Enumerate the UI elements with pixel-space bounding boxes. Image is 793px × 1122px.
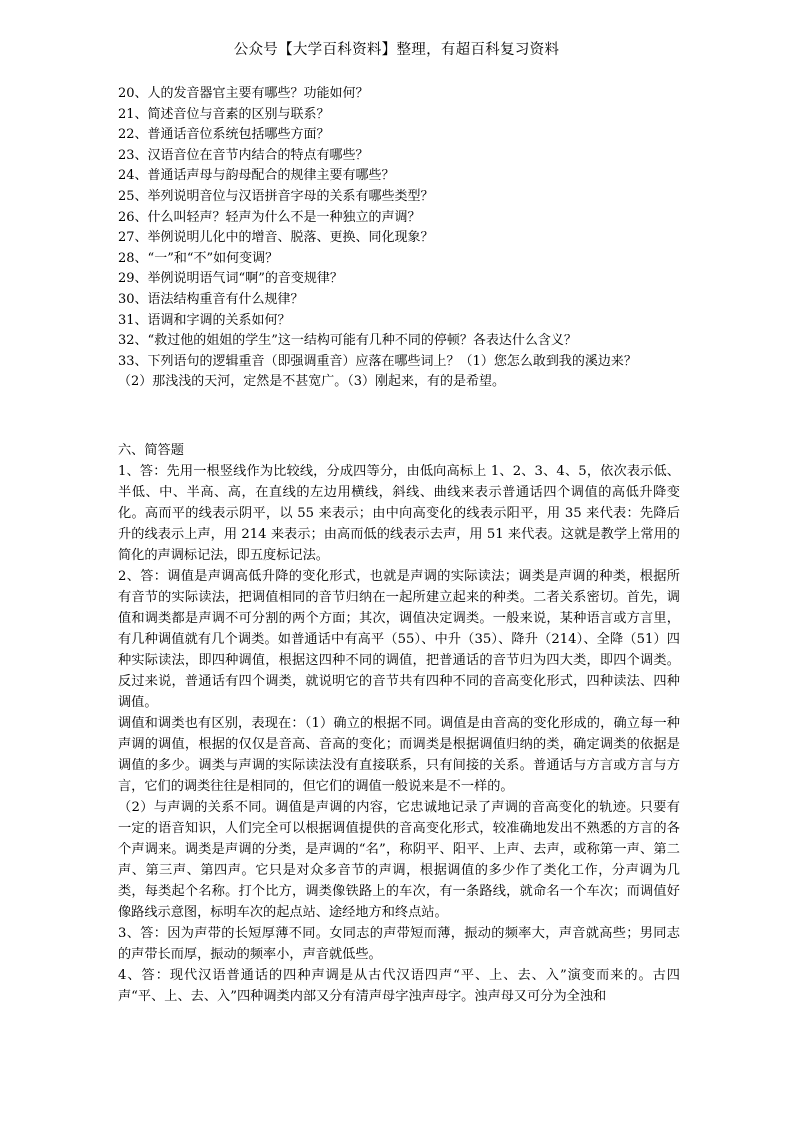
answer-paragraph: （2）与声调的关系不同。调值是声调的内容，它忠诚地记录了声调的音高变化的轨迹。只要有一定的语音知识，人们完全可以根据调值提供的音高变化形式，较准确地发出不熟悉的方言的各个声调来。调类是声调的分类，是声调的“名”，称阴平、阳平、上声、去声，或称第一声、第二声、第三声、第四声。它只是对众多音节的声调，根据调值的多少作了类化工作，分声调为几类，每类起个名称。打个比方，调类像铁路上的车次，有一条路线，就命名一个车次；而调值好像路线示意图，标明车次的起点站、途经地方和终点站。 — [118, 800, 680, 920]
question-item: 32、“救过他的姐姐的学生”这一结构可能有几种不同的停顿？各表达什么含义？ — [118, 333, 577, 349]
question-item: 25、举列说明音位与汉语拼音字母的关系有哪些类型？ — [118, 188, 434, 204]
question-list — [118, 84, 678, 393]
answer-paragraph: 3、答：因为声带的长短厚薄不同。女同志的声带短而薄，振动的频率大，声音就高些；男同志的声带长而厚，振动的频率小，声音就低些。 — [118, 926, 680, 962]
answer-paragraph: 1、答：先用一根竖线作为比较线，分成四等分，由低向高标上 1、2、3、4、5，依次表示低、半低、中、半高、高，在直线的左边用横线，斜线、曲线来表示普通话四个调值的高低升降变化。高而平的线表示阴平，以 55 来表示；由中向高变化的线表示阳平，用 35 来代表：先降后升的线表示上声，用 214 来表示；由高而低的线表示去声，用 51 来代表。这就是教学上常用的简化的声调标记法，即五度标记法。 — [118, 464, 680, 563]
question-item: 31、语调和字调的关系如何？ — [118, 312, 291, 328]
question-item: 22、普通话音位系统包括哪些方面？ — [118, 127, 330, 143]
section-title: 六、简答题 — [118, 443, 184, 458]
question-item: 26、什么叫轻声？轻声为什么不是一种独立的声调？ — [118, 209, 421, 225]
answer-paragraph: 调值和调类也有区别，表现在：（1）确立的根据不同。调值是由音高的变化形成的，确立每一种声调的调值，根据的仅仅是音高、音高的变化；而调类是根据调值归纳的类，确定调类的依据是调值的多少。调类与声调的实际读法没有直接联系，只有间接的关系。普通话与方言或方言与方言，它们的调类往往是相同的，但它们的调值一般说来是不一样的。 — [118, 716, 680, 794]
question-item: 24、普通话声母与韵母配合的规律主要有哪些？ — [118, 168, 395, 184]
question-item: 29、举例说明语气词“啊”的音变规律？ — [118, 271, 343, 287]
question-item: 23、汉语音位在音节内结合的特点有哪些？ — [118, 147, 369, 163]
answer-paragraph: 4、答：现代汉语普通话的四种声调是从古代汉语四声“平、上、去、入”演变而来的。古四声“平、上、去、入”四种调类内部又分有清声母字浊声母字。浊声母又可分为全浊和 — [118, 968, 680, 1004]
question-item: 30、语法结构重音有什么规律？ — [118, 291, 304, 307]
answer-section — [118, 440, 680, 1007]
question-item: 20、人的发音器官主要有哪些？功能如何？ — [118, 86, 369, 101]
question-33-continuation: （2）那浅浅的天河，定然是不甚宽广。（3）刚起来，有的是希望。 — [118, 374, 506, 390]
question-item: 27、举例说明儿化中的增音、脱落、更换、同化现象？ — [118, 230, 434, 246]
question-item: 33、下列语句的逻辑重音（即强调重音）应落在哪些词上？（1）您怎么敢到我的溪边来？ — [118, 353, 637, 369]
page-header: 公众号【大学百科资料】整理，有超百科复习资料 — [233, 42, 560, 58]
answer-paragraph: 2、答：调值是声调高低升降的变化形式，也就是声调的实际读法；调类是声调的种类，根据所有音节的实际读法，把调值相同的音节归纳在一起所建立起来的种类。二者关系密切。首先，调值和调类都是声调不可分割的两个方面；其次，调值决定调类。一般来说，某种语言或方言里，有几种调值就有几个调类。如普通话中有高平（55）、中升（35）、降升（214）、全降（51）四种实际读法，即四种调值，根据这四种不同的调值，把普通话的音节归为四大类，即四个调类。反过来说，普通话有四个调类，就说明它的音节共有四种不同的音高变化形式，四种读法、四种调值。 — [118, 569, 680, 710]
question-item: 28、“一”和“不”如何变调？ — [118, 250, 279, 266]
question-item: 21、简述音位与音素的区别与联系？ — [118, 106, 330, 122]
